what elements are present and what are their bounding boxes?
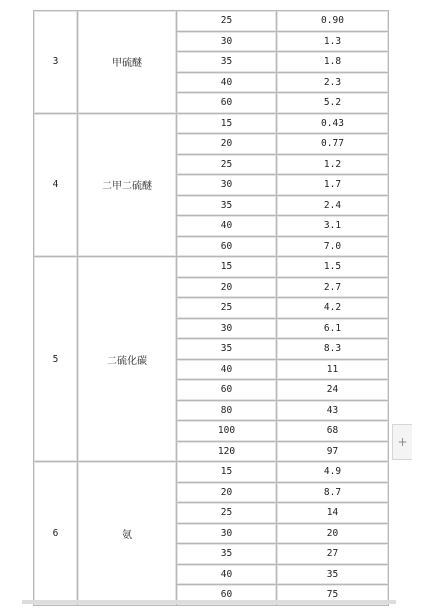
value-cell: 6.1: [277, 319, 389, 340]
value-cell: 27: [277, 544, 389, 565]
value-cell: 8.7: [277, 483, 389, 504]
temperature-cell: 40: [177, 216, 277, 237]
value-cell: 1.7: [277, 175, 389, 196]
temperature-cell: 25: [177, 503, 277, 524]
compound-name-cell: 氨: [78, 462, 177, 606]
data-table: [33, 10, 389, 606]
temperature-cell: 60: [177, 93, 277, 114]
temperature-cell: 20: [177, 134, 277, 155]
value-cell: 11: [277, 360, 389, 381]
temperature-cell: 35: [177, 339, 277, 360]
temperature-cell: 35: [177, 52, 277, 73]
value-cell: 4.2: [277, 298, 389, 319]
value-cell: 1.5: [277, 257, 389, 278]
value-cell: 4.9: [277, 462, 389, 483]
temperature-cell: 40: [177, 565, 277, 586]
temperature-cell: 25: [177, 155, 277, 176]
side-expand-tab[interactable]: [392, 424, 412, 460]
value-cell: 2.7: [277, 278, 389, 299]
table-row: [34, 114, 389, 135]
plus-icon: +: [397, 435, 408, 449]
temperature-cell: 25: [177, 11, 277, 32]
value-cell: 14: [277, 503, 389, 524]
temperature-cell: 30: [177, 524, 277, 545]
temperature-cell: 35: [177, 196, 277, 217]
value-cell: 24: [277, 380, 389, 401]
table-row: [34, 462, 389, 483]
value-cell: 0.43: [277, 114, 389, 135]
value-cell: 1.3: [277, 32, 389, 53]
temperature-cell: 25: [177, 298, 277, 319]
compound-name-cell: 甲硫醚: [78, 11, 177, 114]
value-cell: 43: [277, 401, 389, 422]
table-row: [34, 257, 389, 278]
horizontal-scrollbar[interactable]: [22, 600, 396, 604]
temperature-cell: 120: [177, 442, 277, 463]
temperature-cell: 60: [177, 585, 277, 606]
compound-name-cell: 二硫化碳: [78, 257, 177, 462]
value-cell: 0.77: [277, 134, 389, 155]
temperature-cell: 30: [177, 319, 277, 340]
value-cell: 68: [277, 421, 389, 442]
value-cell: 7.0: [277, 237, 389, 258]
temperature-cell: 30: [177, 32, 277, 53]
value-cell: 5.2: [277, 93, 389, 114]
temperature-cell: 20: [177, 483, 277, 504]
temperature-cell: 100: [177, 421, 277, 442]
group-index-cell: 6: [34, 462, 78, 606]
temperature-cell: 60: [177, 237, 277, 258]
temperature-cell: 40: [177, 73, 277, 94]
value-cell: 1.2: [277, 155, 389, 176]
value-cell: 20: [277, 524, 389, 545]
temperature-cell: 15: [177, 462, 277, 483]
group-index-cell: 4: [34, 114, 78, 258]
temperature-cell: 15: [177, 114, 277, 135]
group-index-cell: 5: [34, 257, 78, 462]
table-body: [34, 11, 389, 606]
value-cell: 8.3: [277, 339, 389, 360]
temperature-cell: 15: [177, 257, 277, 278]
temperature-cell: 40: [177, 360, 277, 381]
value-cell: 0.90: [277, 11, 389, 32]
temperature-cell: 30: [177, 175, 277, 196]
table-row: [34, 11, 389, 32]
value-cell: 35: [277, 565, 389, 586]
value-cell: 2.3: [277, 73, 389, 94]
value-cell: 3.1: [277, 216, 389, 237]
value-cell: 1.8: [277, 52, 389, 73]
temperature-cell: 60: [177, 380, 277, 401]
value-cell: 2.4: [277, 196, 389, 217]
group-index-cell: 3: [34, 11, 78, 114]
temperature-cell: 20: [177, 278, 277, 299]
value-cell: 75: [277, 585, 389, 606]
value-cell: 97: [277, 442, 389, 463]
compound-name-cell: 二甲二硫醚: [78, 114, 177, 258]
temperature-cell: 35: [177, 544, 277, 565]
temperature-cell: 80: [177, 401, 277, 422]
